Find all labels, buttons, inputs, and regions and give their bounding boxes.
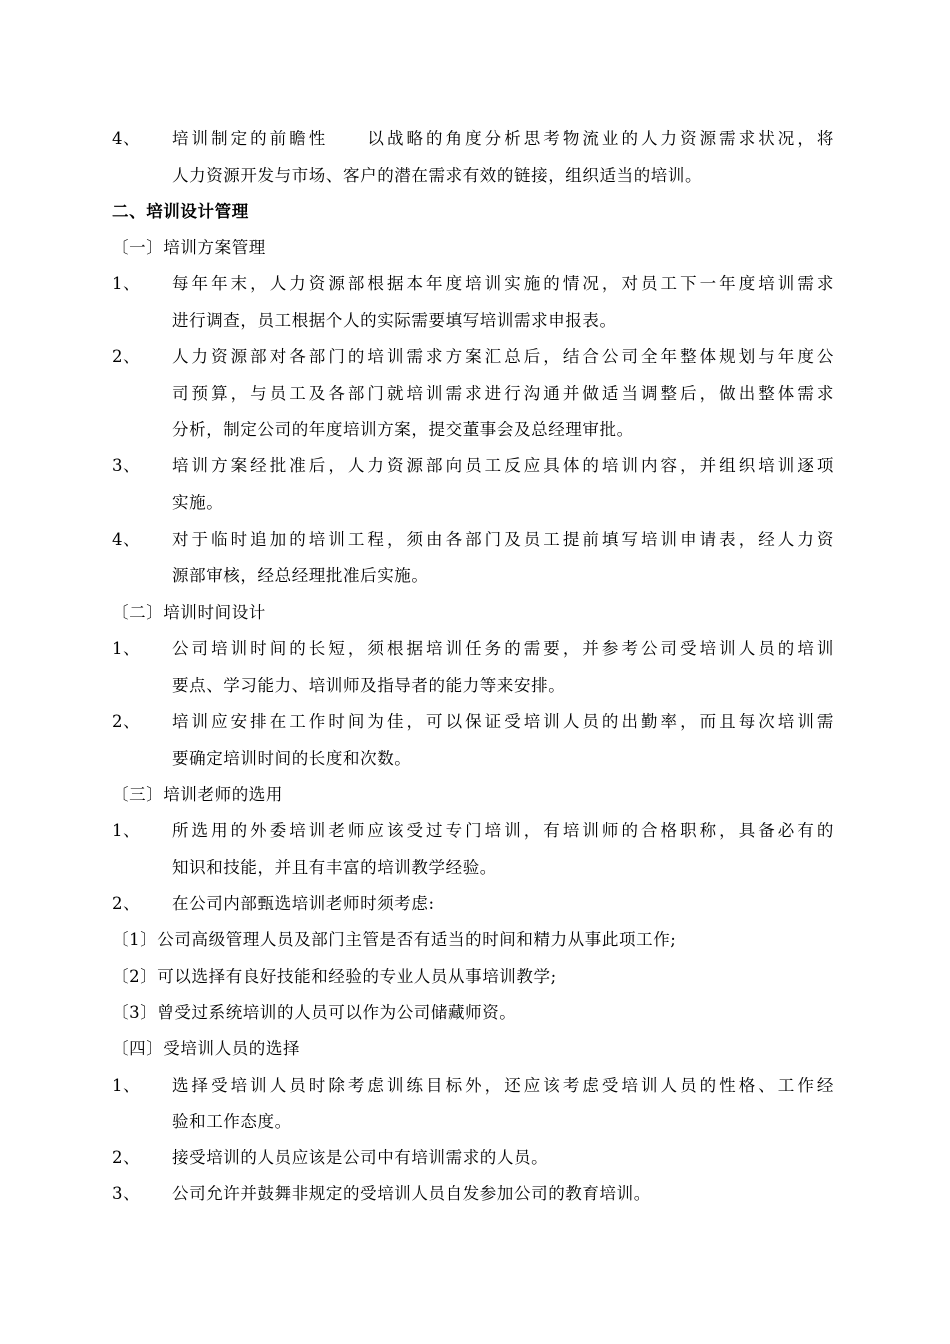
s4-item-2-line-1: 接受培训的人员应该是公司中有培训需求的人员。 bbox=[172, 1148, 549, 1167]
s1-item-2-line-1: 人力资源部对各部门的培训需求方案汇总后，结合公司全年整体规划与年度公 bbox=[172, 347, 834, 366]
intro-item-line-2: 人力资源开发与市场、客户的潜在需求有效的链接，组织适当的培训。 bbox=[172, 166, 703, 185]
s2-item-2-line-2: 要确定培训时间的长度和次数。 bbox=[172, 749, 412, 768]
s4-item-1-number: 1、 bbox=[112, 1076, 141, 1095]
s2-item-1-line-1: 公司培训时间的长短，须根据培训任务的需要，并参考公司受培训人员的培训 bbox=[172, 639, 834, 658]
s1-item-2-line-2: 司预算，与员工及各部门就培训需求进行沟通并做适当调整后，做出整体需求 bbox=[172, 384, 834, 403]
intro-item-number: 4、 bbox=[112, 129, 141, 148]
s3-item-1-number: 1、 bbox=[112, 821, 141, 840]
s3-item-2-number: 2、 bbox=[112, 894, 141, 913]
s4-item-1-line-1: 选择受培训人员时除考虑训练目标外，还应该考虑受培训人员的性格、工作经 bbox=[172, 1076, 834, 1095]
s3-item-1-line-2: 知识和技能，并且有丰富的培训教学经验。 bbox=[172, 858, 497, 877]
s1-item-1-line-1: 每年年末，人力资源部根据本年度培训实施的情况，对员工下一年度培训需求 bbox=[172, 274, 834, 293]
subsection-title-2: 〔二〕培训时间设计 bbox=[112, 603, 266, 622]
s1-item-4-number: 4、 bbox=[112, 530, 141, 549]
s3-sub-item-2: 〔2〕可以选择有良好技能和经验的专业人员从事培训教学; bbox=[112, 967, 557, 986]
s1-item-1-number: 1、 bbox=[112, 274, 141, 293]
s3-item-2-line-1: 在公司内部甄选培训老师时须考虑: bbox=[172, 894, 435, 913]
s2-item-2-number: 2、 bbox=[112, 712, 141, 731]
s1-item-3-line-1: 培训方案经批准后，人力资源部向员工反应具体的培训内容，并组织培训逐项 bbox=[172, 456, 834, 475]
s4-item-2-number: 2、 bbox=[112, 1148, 141, 1167]
section-heading: 二、培训设计管理 bbox=[112, 202, 249, 221]
s1-item-2-number: 2、 bbox=[112, 347, 141, 366]
subsection-title-1: 〔一〕培训方案管理 bbox=[112, 238, 266, 257]
subsection-title-3: 〔三〕培训老师的选用 bbox=[112, 785, 283, 804]
subsection-title-4: 〔四〕受培训人员的选择 bbox=[112, 1039, 301, 1058]
s1-item-1-line-2: 进行调查，员工根据个人的实际需要填写培训需求申报表。 bbox=[172, 311, 617, 330]
s3-item-1-line-1: 所选用的外委培训老师应该受过专门培训，有培训师的合格职称，具备必有的 bbox=[172, 821, 834, 840]
intro-item-line-1: 培训制定的前瞻性 以战略的角度分析思考物流业的人力资源需求状况，将 bbox=[172, 129, 834, 148]
s2-item-1-number: 1、 bbox=[112, 639, 141, 658]
s3-sub-item-3: 〔3〕曾受过系统培训的人员可以作为公司储藏师资。 bbox=[112, 1003, 517, 1022]
s4-item-3-number: 3、 bbox=[112, 1184, 141, 1203]
s1-item-2-line-3: 分析，制定公司的年度培训方案，提交董事会及总经理审批。 bbox=[172, 420, 634, 439]
s2-item-2-line-1: 培训应安排在工作时间为佳，可以保证受培训人员的出勤率，而且每次培训需 bbox=[172, 712, 834, 731]
s1-item-4-line-2: 源部审核，经总经理批准后实施。 bbox=[172, 566, 429, 585]
s1-item-4-line-1: 对于临时追加的培训工程，须由各部门及员工提前填写培训申请表，经人力资 bbox=[172, 530, 834, 549]
s4-item-1-line-2: 验和工作态度。 bbox=[172, 1112, 292, 1131]
s3-sub-item-1: 〔1〕公司高级管理人员及部门主管是否有适当的时间和精力从事此项工作; bbox=[112, 930, 677, 949]
s1-item-3-line-2: 实施。 bbox=[172, 493, 224, 512]
s1-item-3-number: 3、 bbox=[112, 456, 141, 475]
s4-item-3-line-1: 公司允许并鼓舞非规定的受培训人员自发参加公司的教育培训。 bbox=[172, 1184, 651, 1203]
s2-item-1-line-2: 要点、学习能力、培训师及指导者的能力等来安排。 bbox=[172, 676, 566, 695]
